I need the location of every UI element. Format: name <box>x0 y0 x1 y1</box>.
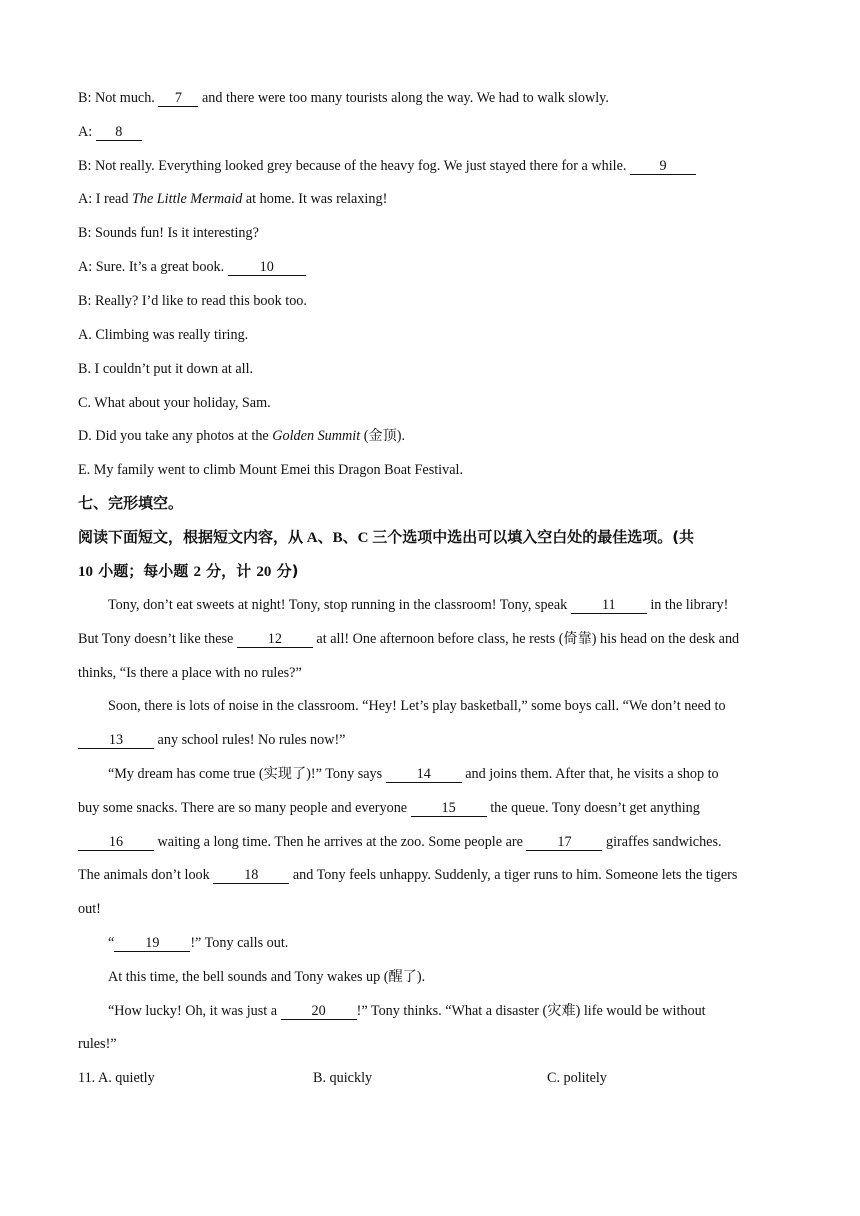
passage-line-1 <box>108 595 788 615</box>
text: buy some snacks. There are so many people and everyone <box>78 800 411 816</box>
book-title: The Little Mermaid <box>131 191 243 207</box>
text: C. What about your holiday, Sam. <box>78 395 271 411</box>
blank-8[interactable]: 8 <box>96 124 142 141</box>
text: A: Sure. It’s a great book. <box>78 259 228 275</box>
text: waiting a long time. Then he arrives at the zoo. Some people are <box>154 834 527 850</box>
text: out! <box>78 901 101 917</box>
place-name: Golden Summit <box>272 428 361 444</box>
text: A. Climbing was really tiring. <box>78 327 249 343</box>
dialogue-line-7 <box>78 291 788 311</box>
blank-10[interactable]: 10 <box>228 259 306 276</box>
choice-e <box>78 460 788 480</box>
section-instructions-1 <box>78 527 788 548</box>
text: “How lucky! Oh, it was just a <box>108 1003 281 1019</box>
dialogue-line-2 <box>78 122 788 142</box>
text: 20 <box>256 564 272 580</box>
q11-option-b[interactable]: B. quickly <box>313 1070 373 1086</box>
choice-b <box>78 359 788 379</box>
text: 10 <box>78 564 93 580</box>
text: 小题；每小题 <box>93 562 194 580</box>
choice-c <box>78 393 788 413</box>
text: and there were too many tourists along the way. We had to walk slowly. <box>198 90 609 106</box>
text: 七、完形填空。 <box>78 494 184 512</box>
text: B. I couldn’t put it down at all. <box>78 361 254 377</box>
passage-line-6 <box>108 764 788 784</box>
blank-18[interactable]: 18 <box>213 867 289 884</box>
passage-line-10 <box>78 899 788 919</box>
text: B: Not much. <box>78 90 159 106</box>
passage-line-4 <box>108 696 788 716</box>
blank-17[interactable]: 17 <box>526 834 602 851</box>
text: and Tony feels unhappy. Suddenly, a tiger runs to him. Someone lets the tigers <box>289 867 738 883</box>
passage-line-2 <box>78 629 788 649</box>
text: B: Really? I’d like to read this book too. <box>78 293 307 309</box>
text: thinks, “Is there a place with no rules?” <box>78 665 302 681</box>
passage-line-13 <box>108 1001 788 1021</box>
blank-11[interactable]: 11 <box>571 597 647 614</box>
text: A: <box>78 124 96 140</box>
text: A、B、C <box>303 530 373 546</box>
text: “My dream has come true (实现了)!” Tony says <box>108 766 386 782</box>
dialogue-line-3 <box>78 156 788 176</box>
text: At this time, the bell sounds and Tony wakes up (醒了). <box>108 969 426 985</box>
text: 分) <box>271 562 299 580</box>
text: any school rules! No rules now!” <box>154 732 346 748</box>
choice-a <box>78 325 788 345</box>
q11-option-a[interactable]: 11. A. quietly <box>78 1070 155 1086</box>
text: E. My family went to climb Mount Emei this Dragon Boat Festival. <box>78 462 463 478</box>
dialogue-line-6 <box>78 257 788 277</box>
text: the queue. Tony doesn’t get anything <box>486 800 700 816</box>
blank-20[interactable]: 20 <box>281 1003 357 1020</box>
text: rules!” <box>78 1036 117 1052</box>
passage-line-9 <box>78 865 788 885</box>
q11-option-c[interactable]: C. politely <box>547 1070 607 1086</box>
text: at all! One afternoon before class, he rests (倚靠) his head on the desk and <box>312 631 740 647</box>
text: The animals don’t look <box>78 867 214 883</box>
blank-12[interactable]: 12 <box>237 631 313 648</box>
text: at home. It was relaxing! <box>242 191 388 207</box>
text: in the library! <box>646 597 729 613</box>
text: !” Tony calls out. <box>190 935 289 951</box>
text: A: I read <box>78 191 132 207</box>
passage-line-8 <box>78 832 788 852</box>
text: 阅读下面短文，根据短文内容，从 <box>78 528 304 546</box>
text: “ <box>108 935 115 951</box>
text: and joins them. After that, he visits a shop to <box>461 766 719 782</box>
passage-line-7 <box>78 798 788 818</box>
blank-7[interactable]: 7 <box>158 90 198 107</box>
passage-line-14 <box>78 1034 788 1054</box>
choice-d <box>78 426 788 446</box>
text: B: Not really. Everything looked grey because of the heavy fog. We just stayed there for a while. <box>78 158 630 174</box>
passage-line-11 <box>108 933 788 953</box>
text: 2 <box>193 564 201 580</box>
blank-13[interactable]: 13 <box>78 732 154 749</box>
text: Soon, there is lots of noise in the classroom. “Hey! Let’s play basketball,” some boys call. “We don’t need to <box>108 698 726 714</box>
text: !” Tony thinks. “What a disaster (灾难) life would be without <box>356 1003 706 1019</box>
text: But Tony doesn’t like these <box>78 631 237 647</box>
passage-line-3 <box>78 663 788 683</box>
blank-9[interactable]: 9 <box>630 158 696 175</box>
dialogue-line-5 <box>78 223 788 243</box>
dialogue-line-1 <box>78 88 788 108</box>
passage-line-12 <box>108 967 788 987</box>
section-title <box>78 493 788 513</box>
text: Tony, don’t eat sweets at night! Tony, stop running in the classroom! Tony, speak <box>108 597 571 613</box>
text: (金顶). <box>360 428 406 444</box>
text: 分，计 <box>200 562 257 580</box>
blank-19[interactable]: 19 <box>114 935 190 952</box>
text: D. Did you take any photos at the <box>78 428 273 444</box>
passage-line-5 <box>78 730 788 750</box>
blank-15[interactable]: 15 <box>411 800 487 817</box>
text: B: Sounds fun! Is it interesting? <box>78 225 259 241</box>
blank-14[interactable]: 14 <box>386 766 462 783</box>
text: giraffes sandwiches. <box>602 834 722 850</box>
text: 三个选项中选出可以填入空白处的最佳选项。(共 <box>372 528 695 546</box>
dialogue-line-4 <box>78 189 788 209</box>
section-instructions-2 <box>78 561 788 582</box>
blank-16[interactable]: 16 <box>78 834 154 851</box>
